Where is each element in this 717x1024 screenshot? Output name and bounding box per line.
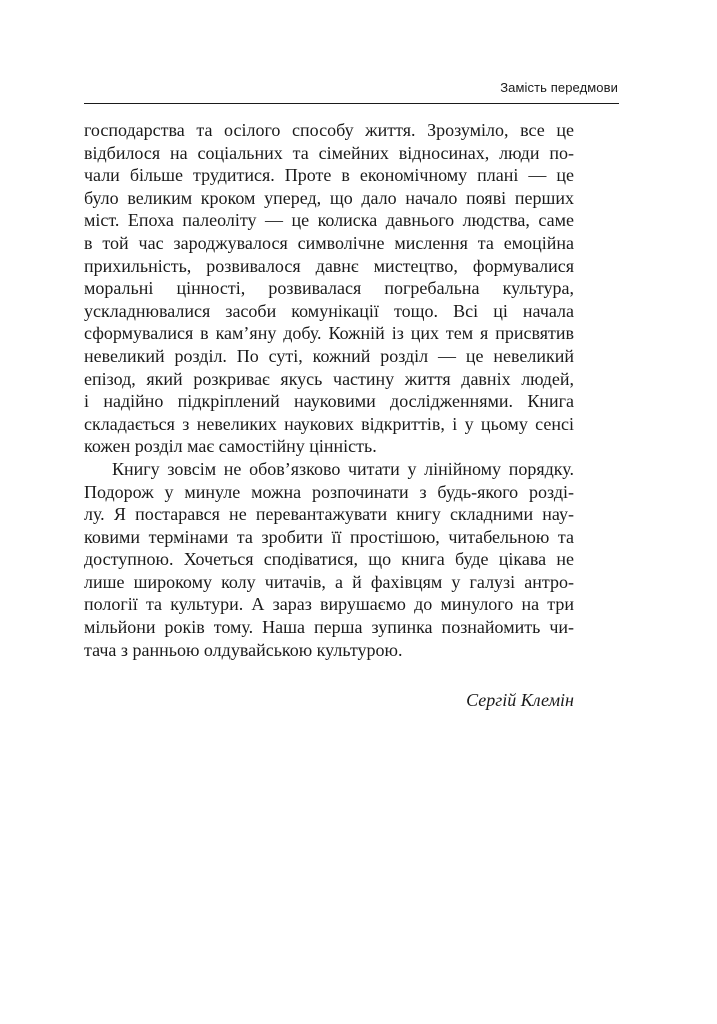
text-line: відбилося на соціальних та сімейних відносинах, люди по- [84, 142, 574, 163]
text-line: пології та культури. А зараз вирушаємо до минулого на три [84, 594, 574, 615]
text-line: було великим кроком уперед, що дало начало появі перших [84, 187, 574, 208]
text-line: господарства та осілого способу життя. Зрозуміло, все це [84, 120, 574, 140]
text-line: моральні цінності, розвивалася погребальна культура, [84, 278, 574, 299]
paragraph-2 [84, 458, 574, 661]
text-line: епізод, який розкриває якусь частину життя давніх людей, [84, 368, 574, 389]
text-line: доступною. Хочеться сподіватися, що книга буде цікава не [84, 549, 574, 570]
text-line: в той час зароджувалося символічне мислення та емоційна [84, 232, 574, 253]
text-line: кожен розділ має самостійну цінність. [84, 436, 377, 457]
text-line: лу. Я постарався не перевантажувати книгу складними нау- [84, 504, 574, 525]
running-header-title: Замість передмови [500, 80, 618, 95]
body-text [84, 119, 574, 661]
text-line: мільйони років тому. Наша перша зупинка познайомить чи- [84, 617, 574, 638]
author-signature: Сергій Клемін [466, 690, 574, 710]
text-line: Книгу зовсім не обов’язково читати у лінійному порядку. [112, 458, 574, 479]
text-line: сформувалися в кам’яну добу. Кожній із цих тем я присвятив [84, 323, 574, 344]
header-rule [84, 103, 619, 104]
text-line: міст. Епоха палеоліту — це колиска давнього людства, саме [84, 210, 574, 231]
text-line: складається з невеликих наукових відкриттів, і у цьому сенсі [84, 413, 574, 434]
text-line: Подорож у минуле можна розпочинати з будь-якого розді- [84, 481, 574, 502]
text-line: і надійно підкріплений науковими дослідженнями. Книга [84, 391, 574, 412]
text-line: тача з ранньою олдувайською культурою. [84, 639, 403, 660]
text-line: невеликий розділ. По суті, кожний розділ — це невеликий [84, 345, 574, 366]
text-line: прихильність, розвивалося давнє мистецтво, формувалися [84, 255, 574, 276]
text-line: лише широкому колу читачів, а й фахівцям у галузі антро- [84, 571, 574, 592]
text-line: ускладнювалися засоби комунікації тощо. Всі ці начала [84, 300, 574, 321]
text-line: ковими термінами та зробити її простішою, читабельною та [84, 526, 574, 547]
text-line: чали більше трудитися. Проте в економічному плані — це [84, 165, 574, 186]
paragraph-1 [84, 119, 574, 458]
